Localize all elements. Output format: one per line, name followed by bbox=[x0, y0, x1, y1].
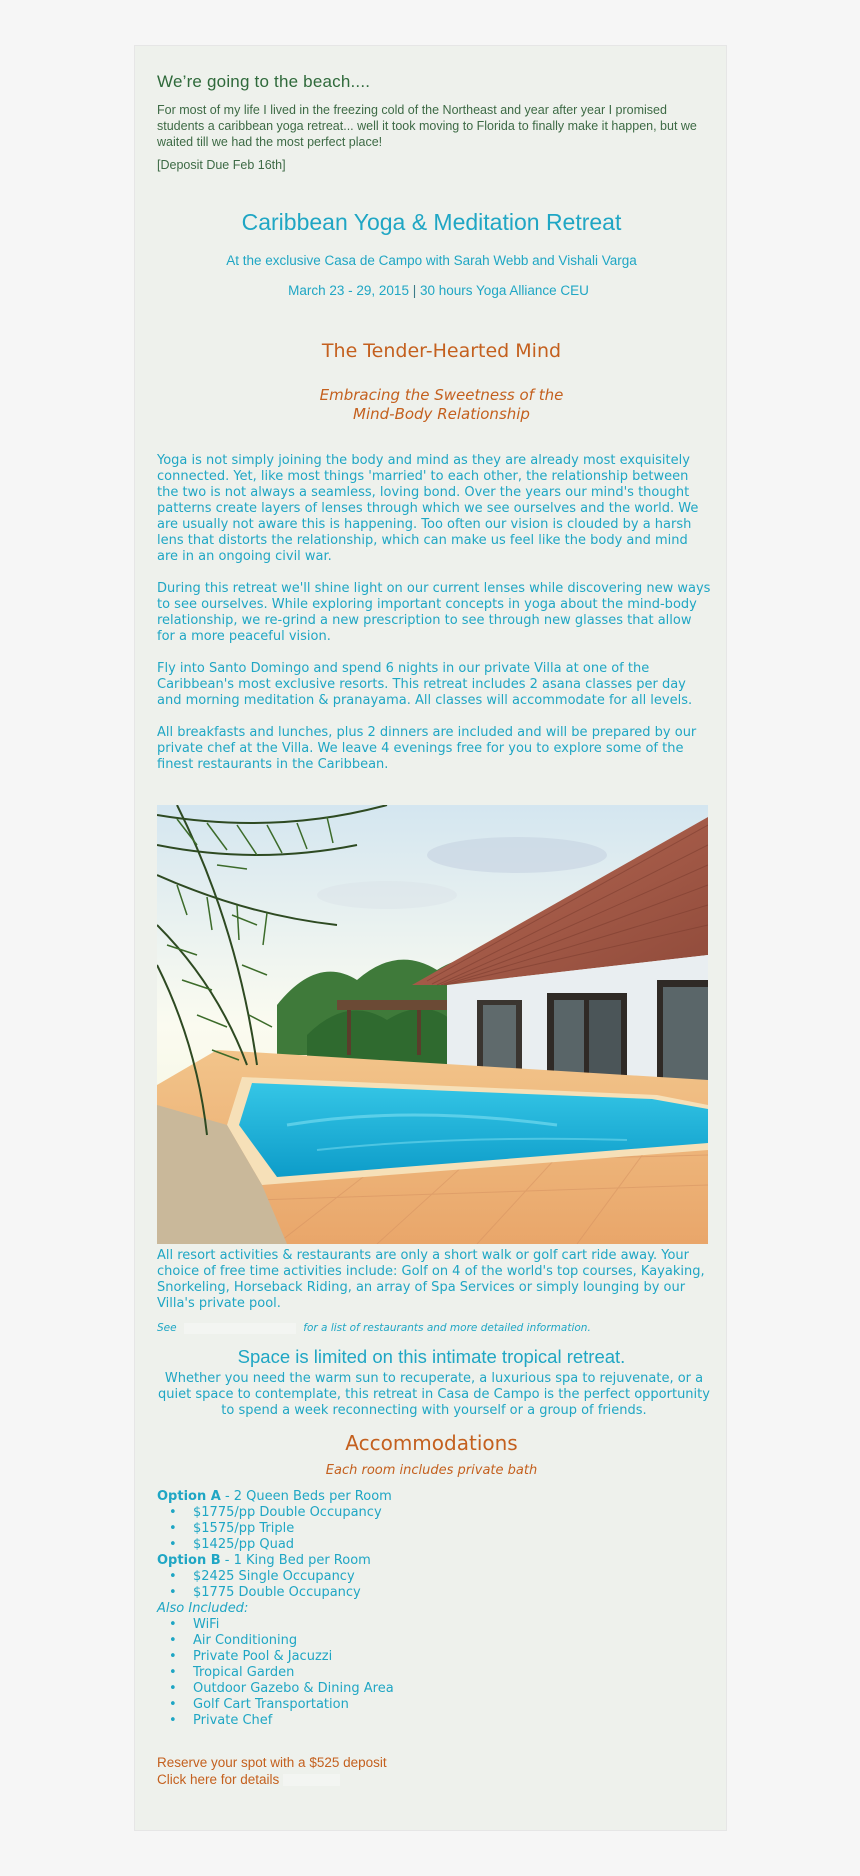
list-item-text: $2425 Single Occupancy bbox=[193, 1569, 355, 1584]
list-item bbox=[157, 1505, 707, 1521]
retreat-dates: March 23 - 29, 2015 bbox=[288, 283, 409, 298]
option-a-line bbox=[157, 1489, 707, 1505]
reserve-text: Reserve your spot with a $525 deposit bbox=[157, 1755, 387, 1770]
also-included-label: Also Included: bbox=[157, 1601, 249, 1616]
list-item bbox=[157, 1713, 707, 1729]
resort-activities: All resort activities & restaurants are only a short walk or golf cart ride away. Your choice of free time activities include: Golf on 4 of the world's top courses, Kayaking, Snorkeling, Horseback Riding, an array of Spa Services or simply lounging by our Villa's private pool. bbox=[157, 1248, 705, 1311]
theme-title: The Tender-Hearted Mind bbox=[321, 340, 562, 362]
bullet-icon: • bbox=[169, 1537, 177, 1552]
list-item bbox=[157, 1665, 707, 1681]
details-text: Click here for details bbox=[157, 1772, 280, 1787]
retreat-dates-line bbox=[135, 283, 728, 298]
bullet-icon: • bbox=[169, 1697, 177, 1712]
list-item-text: $1425/pp Quad bbox=[193, 1537, 295, 1552]
accommodations-subtitle: Each room includes private bath bbox=[325, 1463, 538, 1478]
see-line bbox=[157, 1322, 591, 1334]
list-item bbox=[157, 1649, 707, 1665]
reserve-block bbox=[157, 1754, 387, 1788]
option-a-desc: - 2 Queen Beds per Room bbox=[220, 1489, 392, 1504]
limited-text: Whether you need the warm sun to recuperate, a luxurious spa to rejuvenate, or a quiet space to contemplate, this retreat in Casa de Campo is the perfect opportunity to spend a week reconnecting with yourself or a group of friends. bbox=[158, 1371, 710, 1418]
bullet-icon: • bbox=[169, 1665, 177, 1680]
intro-title: We’re going to the beach.... bbox=[157, 72, 371, 91]
list-item bbox=[157, 1585, 707, 1601]
option-b-label: Option B bbox=[157, 1553, 221, 1568]
list-item bbox=[157, 1537, 707, 1553]
option-a-label: Option A bbox=[157, 1489, 221, 1504]
list-item-text: Tropical Garden bbox=[193, 1665, 295, 1680]
list-item bbox=[157, 1521, 707, 1537]
details-link[interactable] bbox=[283, 1774, 340, 1786]
accommodations-title: Accommodations bbox=[345, 1431, 518, 1455]
intro-body: For most of my life I lived in the freezing cold of the Northeast and year after year I promised students a caribbean yoga retreat... well it took moving to Florida to finally make it happen, but we waited till we had the most perfect place! bbox=[157, 103, 697, 149]
theme-subtitle bbox=[135, 386, 728, 424]
restaurants-link[interactable] bbox=[184, 1323, 296, 1334]
bullet-icon: • bbox=[169, 1713, 177, 1728]
bullet-icon: • bbox=[169, 1681, 177, 1696]
accommodation-options bbox=[157, 1489, 707, 1729]
details-line bbox=[157, 1771, 387, 1788]
see-suffix: for a list of restaurants and more detailed information. bbox=[303, 1322, 591, 1334]
see-prefix: See bbox=[157, 1322, 177, 1334]
bullet-icon: • bbox=[169, 1569, 177, 1584]
paragraph-3: Fly into Santo Domingo and spend 6 nights in our private Villa at one of the Caribbean's most exclusive resorts. This retreat includes 2 asana classes per day and morning meditation & pranayama. All classes will accommodate for all levels. bbox=[157, 661, 693, 708]
retreat-title: Caribbean Yoga & Meditation Retreat bbox=[241, 209, 622, 235]
bullet-icon: • bbox=[169, 1633, 177, 1648]
theme-subtitle-line2: Mind-Body Relationship bbox=[353, 405, 530, 423]
retreat-subtitle: At the exclusive Casa de Campo with Sarah Webb and Vishali Varga bbox=[226, 253, 637, 268]
option-b-desc: - 1 King Bed per Room bbox=[220, 1553, 371, 1568]
bullet-icon: • bbox=[169, 1521, 177, 1536]
option-b-line bbox=[157, 1553, 707, 1569]
villa-pool-photo bbox=[157, 805, 708, 1244]
list-item-text: Private Chef bbox=[193, 1713, 273, 1728]
separator: | bbox=[412, 283, 417, 298]
paragraph-1: Yoga is not simply joining the body and mind as they are already most exquisitely connected. Yet, like most things 'married' to each other, the relationship between the two is not always a seamless, loving bond. Over the years our mind's thought patterns create layers of lenses through which we see ourselves and the world. We are usually not aware this is happening. Too often our vision is clouded by a harsh lens that distorts the relationship, which can make us feel like the body and mind are in an ongoing civil war. bbox=[157, 453, 699, 564]
bullet-icon: • bbox=[169, 1617, 177, 1632]
list-item-text: Air Conditioning bbox=[193, 1633, 298, 1648]
list-item bbox=[157, 1617, 707, 1633]
list-item-text: WiFi bbox=[193, 1617, 220, 1632]
limited-title: Space is limited on this intimate tropical retreat. bbox=[237, 1346, 626, 1367]
list-item-text: $1775/pp Double Occupancy bbox=[193, 1505, 382, 1520]
bullet-icon: • bbox=[169, 1505, 177, 1520]
list-item-text: $1575/pp Triple bbox=[193, 1521, 295, 1536]
list-item-text: $1775 Double Occupancy bbox=[193, 1585, 361, 1600]
bullet-icon: • bbox=[169, 1649, 177, 1664]
list-item bbox=[157, 1633, 707, 1649]
bullet-icon: • bbox=[169, 1585, 177, 1600]
list-item bbox=[157, 1569, 707, 1585]
list-item-text: Golf Cart Transportation bbox=[193, 1697, 349, 1712]
paragraph-2: During this retreat we'll shine light on our current lenses while discovering new ways to see ourselves. While exploring important concepts in yoga about the mind-body relationship, we re-grind a new prescription to see through new glasses that allow for a more peaceful vision. bbox=[157, 581, 711, 644]
list-item-text: Outdoor Gazebo & Dining Area bbox=[193, 1681, 394, 1696]
theme-subtitle-line1: Embracing the Sweetness of the bbox=[319, 386, 564, 404]
list-item bbox=[157, 1697, 707, 1713]
list-item-text: Private Pool & Jacuzzi bbox=[193, 1649, 333, 1664]
list-item bbox=[157, 1681, 707, 1697]
newsletter-card bbox=[134, 45, 727, 1831]
paragraph-4: All breakfasts and lunches, plus 2 dinners are included and will be prepared by our private chef at the Villa. We leave 4 evenings free for you to explore some of the finest restaurants in the Caribbean. bbox=[157, 725, 697, 772]
deposit-note: [Deposit Due Feb 16th] bbox=[157, 158, 286, 172]
retreat-ceu: 30 hours Yoga Alliance CEU bbox=[420, 283, 589, 298]
